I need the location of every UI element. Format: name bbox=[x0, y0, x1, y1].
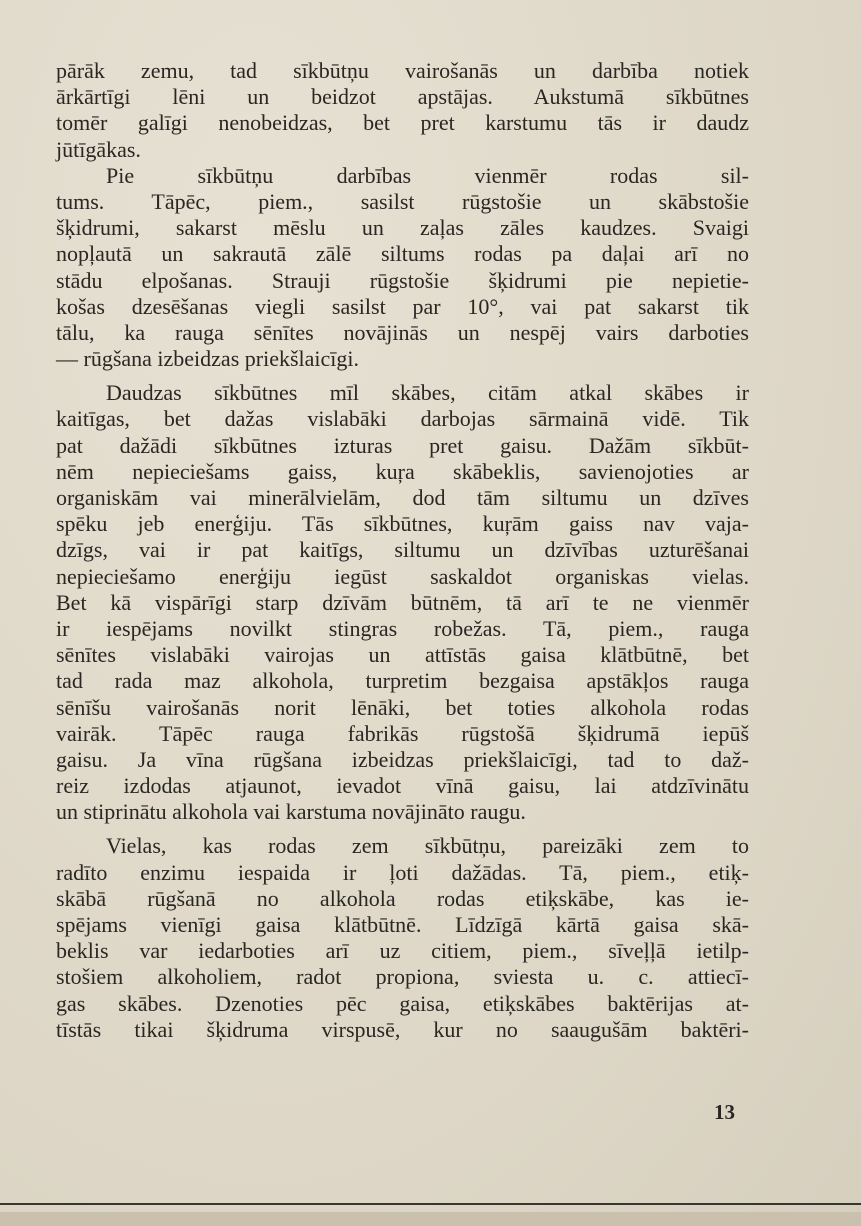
text-line: reiz izdodas atjaunot, ievadot vīnā gaisu, lai atdzīvinātu bbox=[56, 773, 749, 799]
text-line: tīstās tikai šķidruma virspusē, kur no saaugušām baktēri- bbox=[56, 1016, 749, 1042]
text-line: spēku jeb enerģiju. Tās sīkbūtnes, kuŗām gaiss nav vaja- bbox=[56, 511, 749, 537]
text-line: nēm nepieciešams gaiss, kuŗa skābeklis, savienojoties ar bbox=[56, 458, 749, 484]
text-line: ārkārtīgi lēni un beidzot apstājas. Aukstumā sīkbūtnes bbox=[56, 84, 749, 110]
text-line: un stiprinātu alkohola vai karstuma novājināto raugu. bbox=[56, 799, 526, 825]
text-line: tomēr galīgi nenobeidzas, bet pret karstumu tās ir daudz bbox=[56, 110, 749, 136]
text-line: šķidrumi, sakarst mēslu un zaļas zāles kaudzes. Svaigi bbox=[56, 215, 749, 241]
text-line: nopļautā un sakrautā zālē siltums rodas pa daļai arī no bbox=[56, 241, 749, 267]
page-number: 13 bbox=[714, 1100, 735, 1124]
text-line: radīto enzimu iespaida ir ļoti dažādas. Tā, piem., etiķ- bbox=[56, 859, 749, 885]
text-line: vairāk. Tāpēc rauga fabrikās rūgstošā šķidrumā iepūš bbox=[56, 720, 749, 746]
text-line: skābā rūgšanā no alkohola rodas etiķskābe, kas ie- bbox=[56, 885, 749, 911]
text-line: stādu elpošanas. Strauji rūgstošie šķidrumi pie nepietie- bbox=[56, 267, 749, 293]
text-line: nepieciešamo enerģiju iegūst saskaldot organiskas vielas. bbox=[56, 563, 749, 589]
text-line: tums. Tāpēc, piem., sasilst rūgstošie un skābstošie bbox=[56, 188, 749, 214]
text-line: kaitīgas, bet dažas vislabāki darbojas sārmainā vidē. Tik bbox=[56, 406, 749, 432]
text-line: gas skābes. Dzenoties pēc gaisa, etiķskābes baktērijas at- bbox=[56, 990, 749, 1016]
text-line: pārāk zemu, tad sīkbūtņu vairošanās un darbība notiek bbox=[56, 58, 749, 83]
text-line: spējams vienīgi gaisa klātbūtnē. Līdzīgā kārtā gaisa skā- bbox=[56, 912, 749, 937]
text-line: tālu, ka rauga sēnītes novājinās un nespēj vairs darboties bbox=[56, 319, 749, 345]
text-line: košas dzesēšanas viegli sasilst par 10°, vai pat sakarst tik bbox=[56, 293, 749, 319]
text-line: Daudzas sīkbūtnes mīl skābes, citām atkal skābes ir bbox=[106, 380, 749, 406]
text-line: jūtīgākas. bbox=[56, 136, 141, 162]
text-line: organiskām vai minerālvielām, dod tām siltumu un dzīves bbox=[56, 485, 749, 510]
text-line: — rūgšana izbeidzas priekšlaicīgi. bbox=[56, 346, 360, 372]
page-bottom-edge bbox=[0, 1212, 861, 1226]
paragraph-gap bbox=[56, 825, 749, 833]
text-line: stošiem alkoholiem, radot propiona, sviesta u. c. attiecī- bbox=[56, 964, 749, 990]
text-line: sēnītes vislabāki vairojas un attīstās gaisa klātbūtnē, bet bbox=[56, 642, 749, 668]
text-line: tad rada maz alkohola, turpretim bezgaisa apstākļos rauga bbox=[56, 668, 749, 694]
page-bottom-rule bbox=[0, 1203, 861, 1205]
paragraph-gap bbox=[56, 372, 749, 380]
text-line: dzīgs, vai ir pat kaitīgs, siltumu un dzīvības uzturēšanai bbox=[56, 537, 749, 563]
text-line: Vielas, kas rodas zem sīkbūtņu, pareizāki zem to bbox=[106, 833, 749, 859]
text-line: ir iespējams novilkt stingras robežas. Tā, piem., rauga bbox=[56, 615, 749, 641]
body-text bbox=[56, 58, 749, 1043]
text-line: Bet kā vispārīgi starp dzīvām būtnēm, tā arī te ne vienmēr bbox=[56, 589, 749, 615]
text-line: pat dažādi sīkbūtnes izturas pret gaisu. Dažām sīkbūt- bbox=[56, 432, 749, 458]
text-line: beklis var iedarboties arī uz citiem, piem., sīveļļā ietilp- bbox=[56, 938, 749, 964]
text-line: gaisu. Ja vīna rūgšana izbeidzas priekšlaicīgi, tad to daž- bbox=[56, 746, 749, 772]
text-line: Pie sīkbūtņu darbības vienmēr rodas sil- bbox=[106, 162, 749, 188]
text-line: sēnīšu vairošanās norit lēnāki, bet toties alkohola rodas bbox=[56, 694, 749, 720]
